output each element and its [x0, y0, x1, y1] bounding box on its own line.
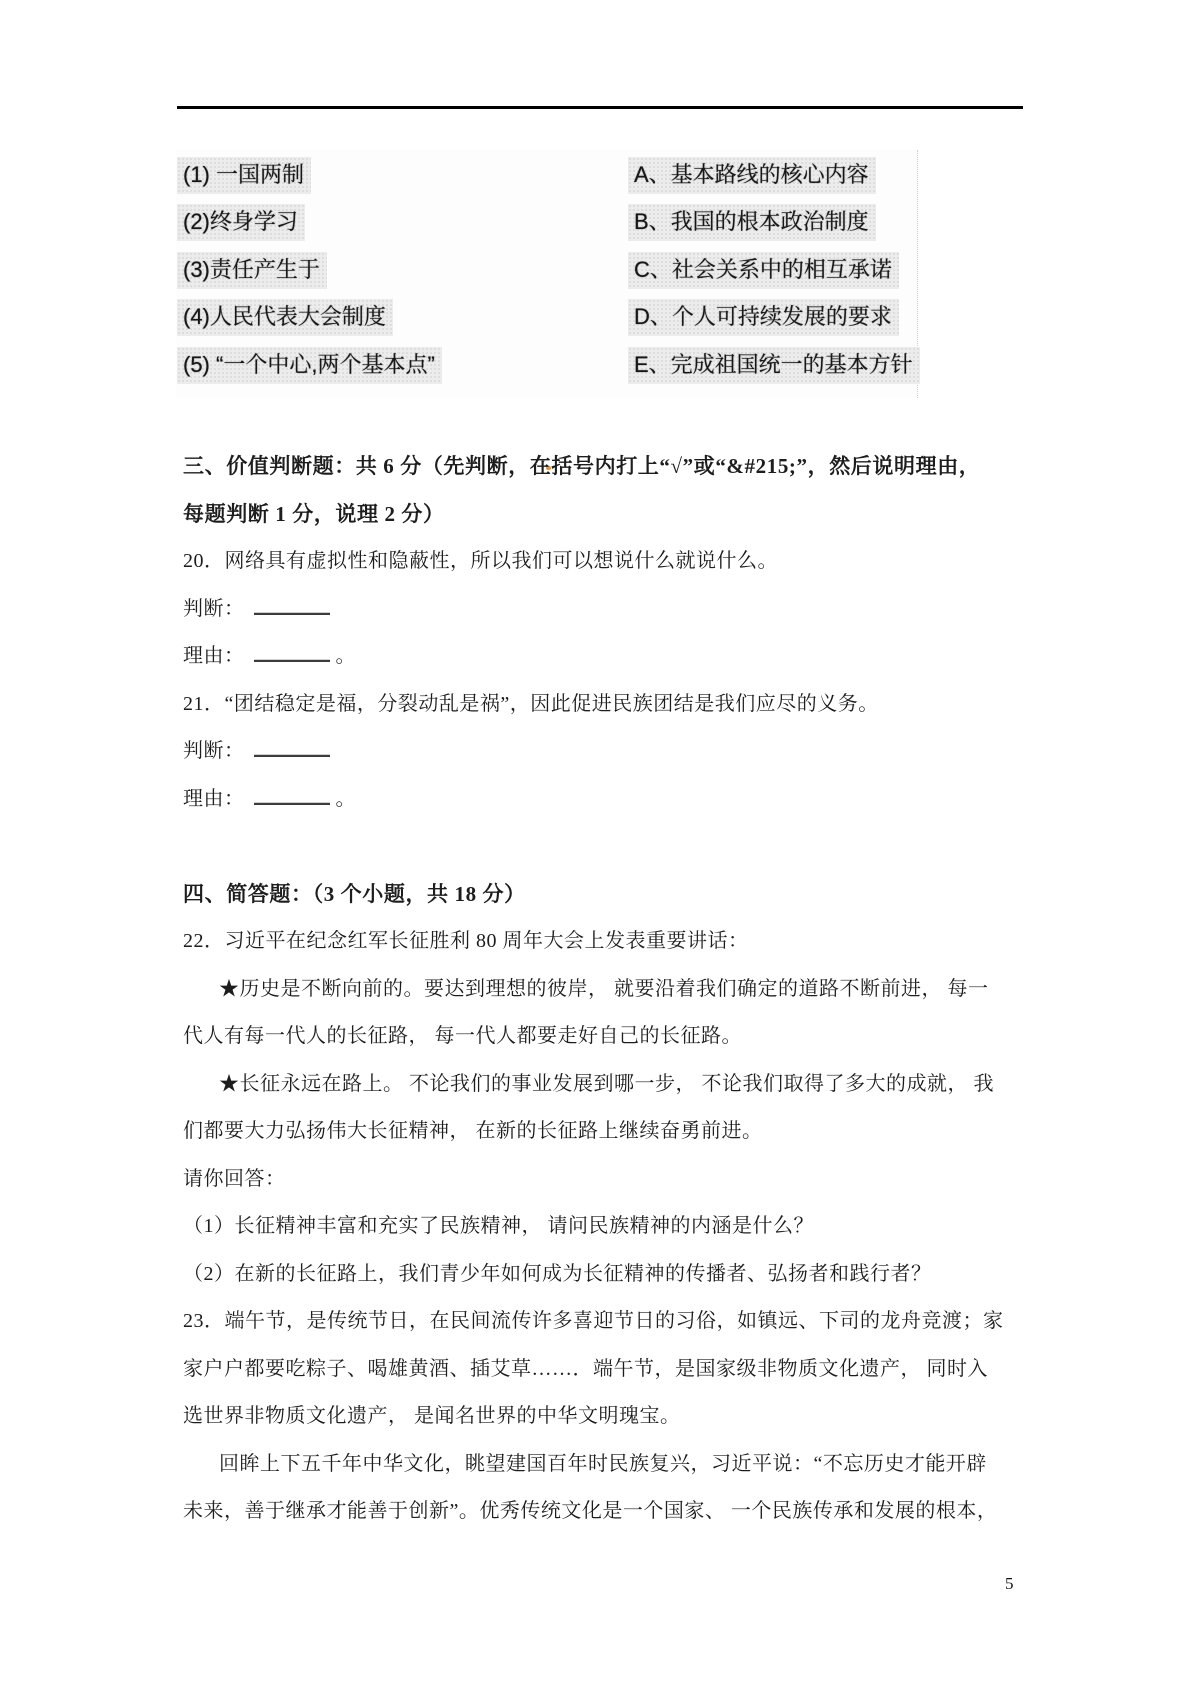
- q21-reason-blank-line: [254, 787, 330, 805]
- question-23-line-4: 回眸上下五千年中华文化，眺望建国百年时民族复兴，习近平说：“不忘历史才能开辟: [219, 1452, 987, 1475]
- question-23-line-1: 23．端午节，是传统节日，在民间流传许多喜迎节日的习俗，如镇远、下司的龙舟竞渡；家: [183, 1310, 1004, 1332]
- blank-spacer-line: [183, 823, 1043, 871]
- q22-answer-prompt: 请你回答：: [183, 1167, 286, 1190]
- q22-quote-line-3: ★长征永远在路上。 不论我们的事业发展到哪一步， 不论我们取得了多大的成就， 我: [219, 1072, 994, 1095]
- reason-label: 理由：: [183, 645, 245, 667]
- match-left-item-1: (1) 一国两制: [177, 157, 311, 194]
- document-body: [183, 443, 1043, 1536]
- match-left-item-4: (4)人民代表大会制度: [177, 299, 393, 336]
- q21-judge-blank-line: [254, 739, 330, 757]
- q22-quote-line-1: ★历史是不断向前的。要达到理想的彼岸， 就要沿着我们确定的道路不断前进， 每一: [219, 977, 989, 1000]
- match-row-4: [176, 299, 917, 339]
- q22-quote-line-2: 代人有每一代人的长征路， 每一代人都要走好自己的长征路。: [183, 1025, 742, 1047]
- judge-label: 判断：: [183, 597, 245, 620]
- question-21-text: 21．“团结稳定是福，分裂动乱是祸”，因此促进民族团结是我们应尽的义务。: [183, 692, 879, 715]
- q22-subquestion-2: （2）在新的长征路上，我们青少年如何成为长征精神的传播者、弘扬者和践行者？: [183, 1262, 932, 1285]
- match-right-item-a: A、基本路线的核心内容: [628, 157, 876, 194]
- question-23-line-2: 家户户都要吃粽子、喝雄黄酒、插艾草……．端午节，是国家级非物质文化遗产， 同时入: [183, 1357, 988, 1380]
- match-left-item-2: (2)终身学习: [177, 204, 305, 241]
- judge-label: 判断：: [183, 740, 245, 762]
- match-right-item-c: C、社会关系中的相互承诺: [628, 252, 899, 289]
- header-rule: [177, 106, 1023, 109]
- page-number: 5: [1005, 1574, 1014, 1593]
- question-23-line-5: 未来，善于继承才能善于创新”。优秀传统文化是一个国家、 一个民族传承和发展的根本，: [183, 1500, 998, 1522]
- match-right-item-b: B、我国的根本政治制度: [628, 204, 876, 241]
- q22-subquestion-1: （1）长征精神丰富和充实了民族精神， 请问民族精神的内涵是什么？: [183, 1215, 814, 1237]
- reason-period: 。: [335, 645, 356, 667]
- match-left-item-5: (5) “一个中心,两个基本点”: [177, 347, 442, 384]
- match-row-1: [176, 157, 917, 197]
- question-20-text: 20．网络具有虚拟性和隐蔽性，所以我们可以想说什么就说什么。: [183, 550, 778, 572]
- match-row-5: [176, 347, 917, 387]
- reason-label: 理由：: [183, 787, 245, 810]
- q20-reason-line: [183, 633, 1043, 681]
- section3-heading-line1: 三、价值判断题：共 6 分（先判断，在括号内打上“√”或“&#215;”，然后说明理由，: [183, 454, 981, 478]
- question-23-line-3: 选世界非物质文化遗产， 是闻名世界的中华文明瑰宝。: [183, 1405, 681, 1427]
- reason-period: 。: [335, 787, 356, 810]
- q21-judge-line: [183, 728, 1043, 776]
- match-row-3: [176, 252, 917, 292]
- q20-reason-blank-line: [254, 644, 330, 662]
- match-right-item-d: D、个人可持续发展的要求: [628, 299, 899, 336]
- q21-reason-line: [183, 776, 1043, 824]
- question-22-text: 22．习近平在纪念红军长征胜利 80 周年大会上发表重要讲话：: [183, 930, 749, 952]
- q20-judge-blank-line: [254, 597, 330, 615]
- section4-heading: 四、简答题：（3 个小题，共 18 分）: [183, 881, 526, 906]
- matching-exercise-image: [176, 150, 918, 398]
- section3-heading-line2: 每题判断 1 分，说理 2 分）: [183, 501, 445, 526]
- q22-quote-line-4: 们都要大力弘扬伟大长征精神， 在新的长征路上继续奋勇前进。: [183, 1120, 763, 1142]
- q20-judge-line: [183, 586, 1043, 634]
- match-row-2: [176, 204, 917, 244]
- match-left-item-3: (3)责任产生于: [177, 252, 327, 289]
- match-right-item-e: E、完成祖国统一的基本方针: [628, 347, 920, 384]
